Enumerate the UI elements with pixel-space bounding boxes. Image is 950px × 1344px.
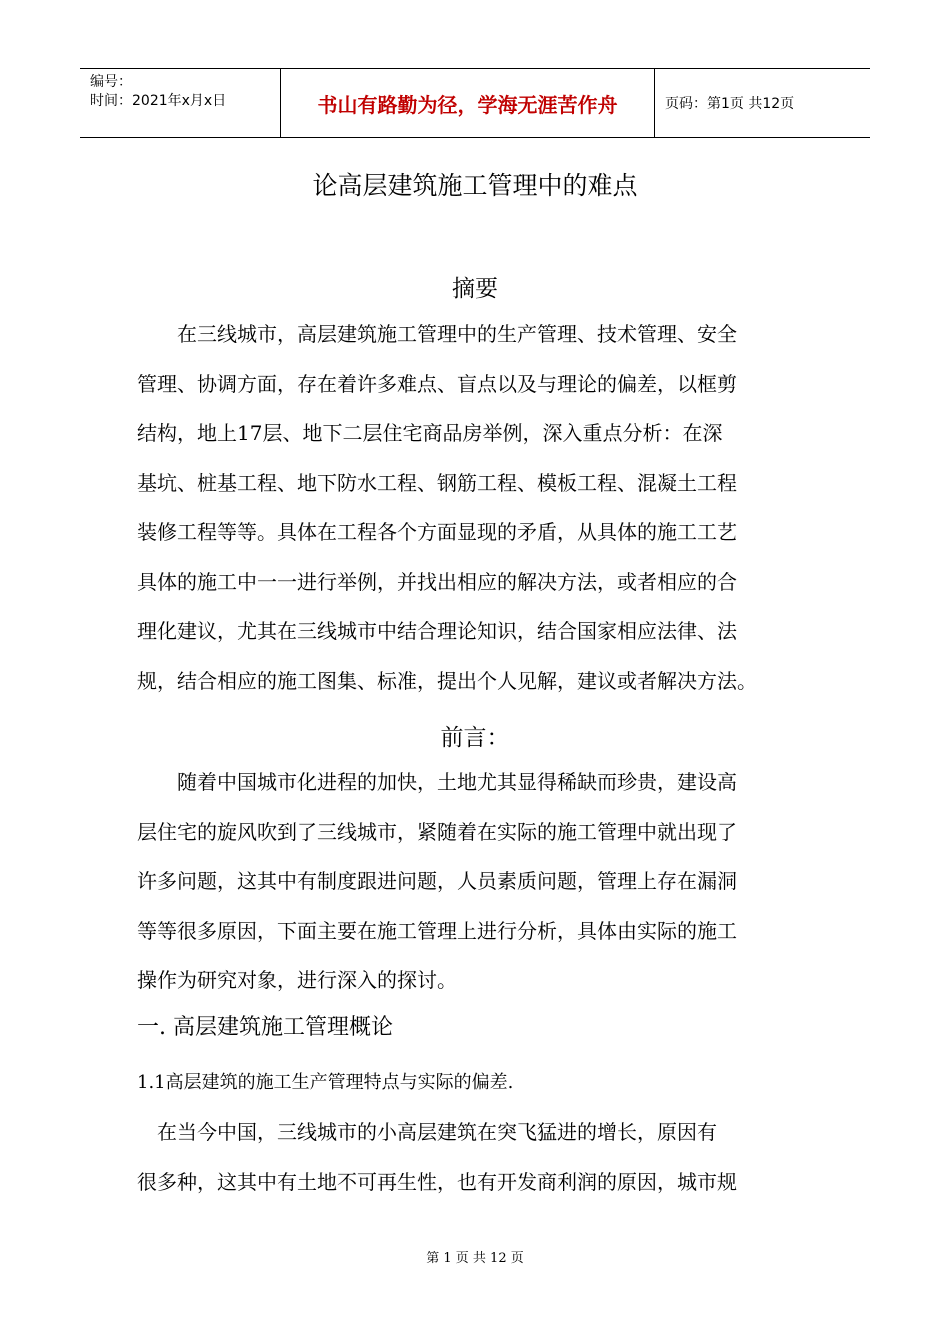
section-heading: 一. 高层建筑施工管理概论 bbox=[137, 1015, 393, 1040]
preface-line: 层住宅的旋风吹到了三线城市，紧随着在实际的施工管理中就出现了 bbox=[137, 819, 737, 844]
abstract-line: 基坑、桩基工程、地下防水工程、钢筋工程、模板工程、混凝土工程 bbox=[137, 470, 737, 495]
page-footer: 第 1 页 共 12 页 bbox=[426, 1251, 524, 1266]
body-line: 在当今中国，三线城市的小高层建筑在突飞猛进的增长，原因有 bbox=[137, 1120, 717, 1144]
number-label: 编号： bbox=[90, 74, 132, 90]
subsection-heading: 1.1高层建筑的施工生产管理特点与实际的偏差. bbox=[137, 1072, 514, 1093]
header-motto: 书山有路勤为径，学海无涯苦作舟 bbox=[281, 69, 655, 137]
abstract-line: 规，结合相应的施工图集、标准，提出个人见解，建议或者解决方法。 bbox=[137, 668, 757, 693]
preface-line: 随着中国城市化进程的加快，土地尤其显得稀缺而珍贵，建设高 bbox=[137, 770, 737, 794]
preface-line: 许多问题，这其中有制度跟进问题，人员素质问题，管理上存在漏洞 bbox=[137, 869, 737, 893]
abstract-line: 理化建议，尤其在三线城市中结合理论知识，结合国家相应法律、法 bbox=[137, 619, 737, 643]
section-body bbox=[137, 1108, 815, 1207]
preface-line: 等等很多原因，下面主要在施工管理上进行分析，具体由实际的施工 bbox=[137, 918, 737, 943]
header-page-info: 页码：第1页 共12页 bbox=[665, 96, 795, 112]
time-label: 时间：2021年x月x日 bbox=[90, 93, 227, 109]
preface-heading: 前言： bbox=[440, 725, 510, 751]
header-meta bbox=[80, 69, 281, 137]
preface-body bbox=[137, 758, 815, 1006]
abstract-line: 具体的施工中一一进行举例，并找出相应的解决方法，或者相应的合 bbox=[137, 569, 737, 594]
preface-line: 操作为研究对象，进行深入的探讨。 bbox=[137, 968, 457, 992]
abstract-heading: 摘要 bbox=[452, 276, 498, 302]
abstract-body bbox=[137, 310, 815, 706]
document-title: 论高层建筑施工管理中的难点 bbox=[312, 171, 638, 200]
abstract-line: 装修工程等等。具体在工程各个方面显现的矛盾，从具体的施工工艺 bbox=[137, 520, 737, 544]
abstract-line: 结构，地上17层、地下二层住宅商品房举例，深入重点分析：在深 bbox=[137, 421, 723, 445]
body-line: 很多种，这其中有土地不可再生性，也有开发商利润的原因，城市规 bbox=[137, 1169, 737, 1194]
document-header bbox=[80, 68, 870, 138]
abstract-line: 管理、协调方面，存在着许多难点、盲点以及与理论的偏差，以框剪 bbox=[137, 371, 737, 396]
abstract-line: 在三线城市，高层建筑施工管理中的生产管理、技术管理、安全 bbox=[137, 322, 737, 346]
